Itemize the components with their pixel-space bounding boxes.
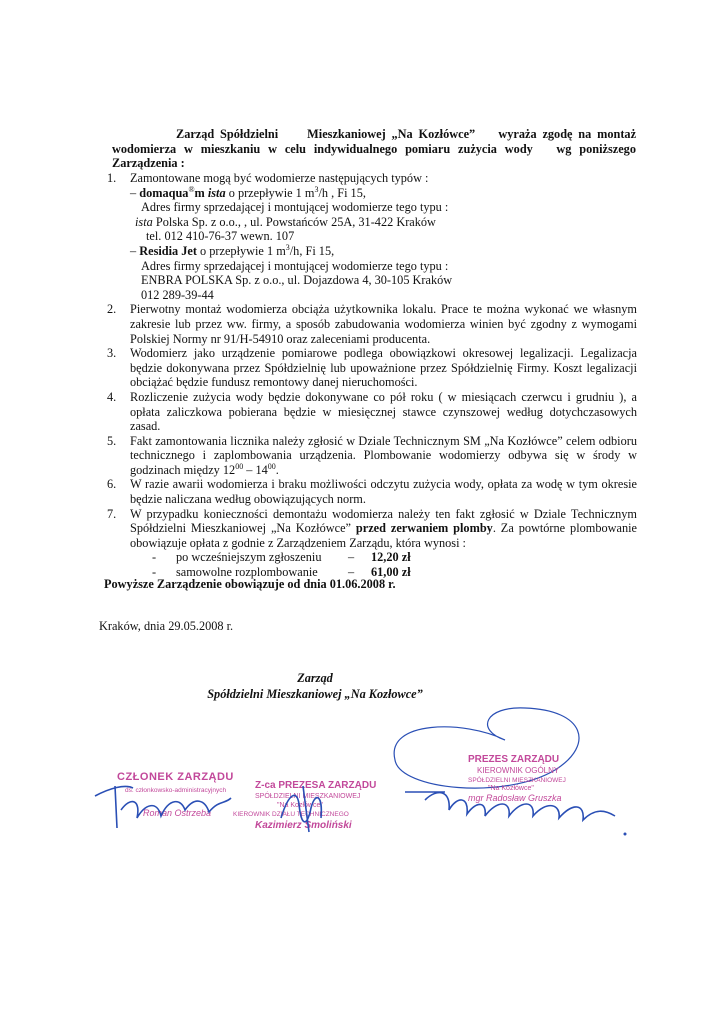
stamp-board-member — [117, 771, 234, 818]
stamp3-name: mgr Radosław Gruszka — [468, 793, 562, 803]
vendor-phone-2: 012 289-39-44 — [141, 287, 214, 302]
vendor-phone-1: tel. 012 410-76-37 wewn. 107 — [146, 229, 295, 244]
stamp2-name: Kazimierz Smoliński — [255, 820, 352, 831]
vendor-address-1: ista Polska Sp. z o.o., , ul. Powstańców 25A, 31-422 Kraków — [135, 214, 436, 229]
cooperative-name: Spółdzielni Mieszkaniowej „Na Kozłowce” — [207, 687, 423, 701]
item-text: Wodomierz jako urządzenie pomiarowe podlega obowiązkowi okresowej legalizacji. Legalizacja będzie dokonywana przez Spółdzielnię lub upoważnione przez Spółdzielnię Firmy. Koszt legalizacji obciążać będzie fundusz remontowy danej nieruchomości. — [130, 346, 637, 390]
item-text: Pierwotny montaż wodomierza obciąża użytkownika lokalu. Prace te można wykonać we własnym zakresie lub przez ww. firmy, a sposób zabudowania wodomierza winien być zgodny z wymogami Polskiej Normy nr 91/H-54910 oraz zaleceniami producenta. — [130, 302, 637, 346]
item-text: W razie awarii wodomierza i braku możliwości odczytu zużycia wody, opłata za wodę w tym okresie będzie naliczana według obowiązujących norm. — [130, 477, 637, 507]
stamp3-line4: "Na Kozłówce" — [488, 785, 534, 792]
list-item — [107, 302, 637, 346]
fee-label: samowolne rozplombowanie — [176, 565, 318, 580]
stamp2-title: Z-ca PREZESA ZARZĄDU — [255, 780, 377, 791]
emphasis-text: przed zerwaniem plomby — [355, 521, 493, 536]
ink-dot — [624, 833, 627, 836]
list-item — [107, 390, 637, 434]
board-signature-block — [180, 670, 450, 702]
list-item — [107, 171, 637, 302]
regulation-list — [107, 171, 637, 580]
list-item — [107, 346, 637, 390]
fee-label: po wcześniejszym zgłoszeniu — [176, 550, 322, 565]
item-text: Zamontowane mogą być wodomierze następujących typów : — [130, 171, 429, 185]
item-text: Fakt zamontowania licznika należy zgłosić w Dziale Technicznym SM „Na Kozłówce” celem odbioru technicznego i zaplombowania urządzenia. Plombowanie wodomierzy odbywa się w środy w godzinach między $12^{00} - 14^{00}$. — [130, 433, 637, 477]
fee-row: - po wcześniejszym zgłoszeniu – 12,20 zł — [152, 550, 411, 565]
stamp1-name: Roman Ostrzeba — [143, 808, 212, 818]
item-number: 1. — [107, 171, 117, 185]
intro-text: wyraża zgodę na montaż wodomierza w mieszkaniu w celu indywidualnego pomiaru zużycia wody — [112, 127, 637, 156]
item-text: Rozliczenie zużycia wody będzie dokonywane co pół roku ( w miesiącach czerwcu i grudniu ), a opłata zaliczkowa pobierana będzie w miesięcznej stawce czynszowej według dotychczasowych zasad. — [130, 389, 637, 434]
stamp-president — [468, 754, 566, 803]
fee-amount: 61,00 zł — [371, 565, 411, 580]
vendor-address-2: ENBRA POLSKA Sp. z o.o., ul. Dojazdowa 4, 30-105 Kraków — [141, 273, 453, 288]
stamp2-line4: KIEROWNIK DZIAŁU TECHNICZNEGO — [233, 811, 349, 818]
stamp-vice-president — [233, 780, 376, 831]
intro-text-2: wg poniższego Zarządzenia : — [112, 141, 636, 171]
stamp3-line2: KIEROWNIK OGÓLNY — [477, 766, 560, 775]
vendor-label-2: Adres firmy sprzedającej i montującej wodomierze tego typu : — [141, 258, 449, 273]
stamps-and-signatures — [85, 700, 645, 860]
meter-brand-2: Residia Jet — [139, 243, 197, 258]
item-number: 2. — [107, 302, 117, 317]
board-title: Zarząd — [297, 671, 333, 685]
stamp1-subtitle: ds. członkowsko-administracyjnych — [125, 787, 227, 794]
vendor-label-1: Adres firmy sprzedającej i montującej wodomierze tego typu : — [141, 200, 449, 215]
meter-type-2: – Residia Jet o przepływie 1 $m^3/h$, Fi 15, — [130, 242, 335, 258]
meter-brand-1: domaqua — [139, 185, 189, 200]
stamp3-title: PREZES ZARZĄDU — [468, 754, 560, 765]
list-item — [107, 477, 637, 506]
list-item — [107, 434, 637, 478]
effective-date-notice: Powyższe Zarządzenie obowiązuje od dnia 01.06.2008 r. — [104, 577, 396, 591]
item-number: 3. — [107, 346, 117, 361]
stamp3-line3: SPÓŁDZIELNI MIESZKANIOWEJ — [468, 777, 566, 784]
stamp2-line2: SPÓŁDZIELNI MIESZKANIOWEJ — [255, 793, 361, 800]
fee-amount: 12,20 zł — [371, 550, 411, 565]
intro-paragraph — [112, 127, 636, 171]
item-number: 6. — [107, 477, 117, 492]
list-item — [107, 507, 637, 580]
fee-row: - samowolne rozplombowanie – 61,00 zł — [152, 565, 411, 580]
item-text: W przypadku konieczności demontażu wodomierza należy ten fakt zgłosić w Dziale Technicznym Spółdzielni Mieszkaniowej „Na Kozłówce” przed zerwaniem plomby. Za powtórne plombowanie obowiązuje opłata z godnie z Zarządzeniem Zarządu, która wynosi : — [130, 506, 637, 550]
place-and-date: Kraków, dnia 29.05.2008 r. — [99, 619, 234, 633]
stamp1-title: CZŁONEK ZARZĄDU — [117, 771, 234, 783]
item-number: 5. — [107, 433, 117, 448]
meter-type-1: – domaqua®m ista o przepływie 1 $m^3/h$ , Fi 15, — [130, 184, 366, 200]
intro-org: Zarząd Spółdzielni — [176, 127, 279, 141]
stamp2-line3: "Na Kozłówce" — [277, 802, 323, 809]
item-number: 4. — [107, 389, 117, 404]
item-number: 7. — [107, 506, 117, 521]
intro-org-2: Mieszkaniowej „Na Kozłówce” — [307, 127, 476, 141]
